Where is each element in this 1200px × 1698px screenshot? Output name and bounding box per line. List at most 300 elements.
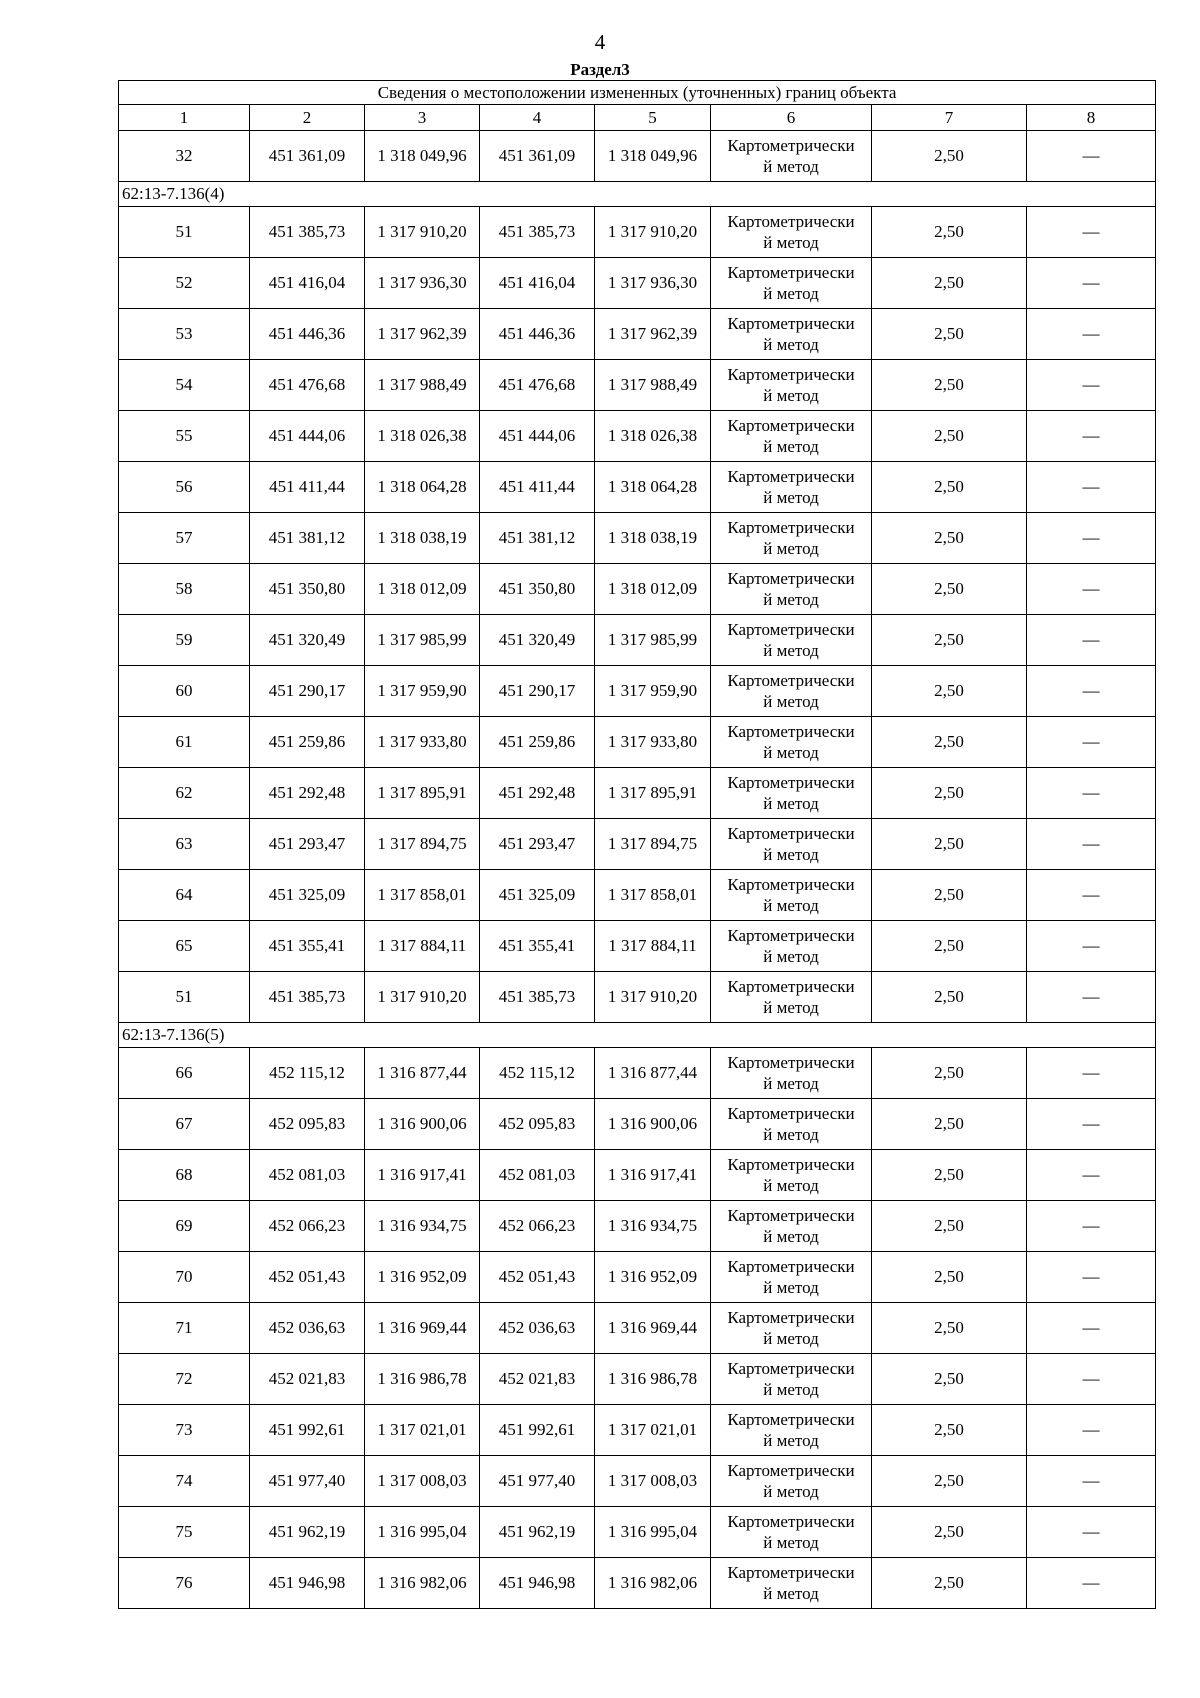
- point-number-cell: 60: [119, 666, 250, 717]
- method-text-line1: Картометрически: [727, 620, 855, 639]
- precision-cell: 2,50: [872, 921, 1027, 972]
- new-y-cell: 1 316 995,04: [595, 1507, 711, 1558]
- existing-x-cell: 451 476,68: [250, 360, 365, 411]
- table-row: [119, 666, 1156, 717]
- point-number-cell: 57: [119, 513, 250, 564]
- method-text-line2: й метод: [763, 1584, 819, 1603]
- method-cell: [711, 921, 872, 972]
- method-text-line2: й метод: [763, 1482, 819, 1501]
- new-y-cell: 1 316 969,44: [595, 1303, 711, 1354]
- new-x-cell: 451 320,49: [480, 615, 595, 666]
- new-y-cell: 1 317 936,30: [595, 258, 711, 309]
- description-cell: —: [1027, 1405, 1156, 1456]
- method-text-line2: й метод: [763, 794, 819, 813]
- method-text-line2: й метод: [763, 539, 819, 558]
- group-row: [119, 1023, 1156, 1048]
- method-text-line1: Картометрически: [727, 926, 855, 945]
- new-y-cell: 1 318 012,09: [595, 564, 711, 615]
- existing-x-cell: 451 411,44: [250, 462, 365, 513]
- method-text-line1: Картометрически: [727, 314, 855, 333]
- column-number: 8: [1027, 105, 1156, 131]
- precision-cell: 2,50: [872, 131, 1027, 182]
- existing-y-cell: 1 317 910,20: [365, 207, 480, 258]
- column-number: 3: [365, 105, 480, 131]
- table-row: [119, 1558, 1156, 1609]
- existing-x-cell: 451 290,17: [250, 666, 365, 717]
- point-number-cell: 75: [119, 1507, 250, 1558]
- new-x-cell: 451 962,19: [480, 1507, 595, 1558]
- new-y-cell: 1 317 988,49: [595, 360, 711, 411]
- table-row: [119, 1150, 1156, 1201]
- point-number-cell: 67: [119, 1099, 250, 1150]
- precision-cell: 2,50: [872, 1201, 1027, 1252]
- method-text-line1: Картометрически: [727, 467, 855, 486]
- existing-y-cell: 1 317 884,11: [365, 921, 480, 972]
- new-y-cell: 1 316 877,44: [595, 1048, 711, 1099]
- new-x-cell: 452 066,23: [480, 1201, 595, 1252]
- table-row: [119, 717, 1156, 768]
- existing-x-cell: 451 350,80: [250, 564, 365, 615]
- method-text-line2: й метод: [763, 284, 819, 303]
- precision-cell: 2,50: [872, 1150, 1027, 1201]
- new-x-cell: 451 411,44: [480, 462, 595, 513]
- point-number-cell: 71: [119, 1303, 250, 1354]
- existing-x-cell: 451 446,36: [250, 309, 365, 360]
- column-number: 6: [711, 105, 872, 131]
- method-text-line2: й метод: [763, 157, 819, 176]
- existing-y-cell: 1 317 936,30: [365, 258, 480, 309]
- group-row: [119, 182, 1156, 207]
- table-row: [119, 1099, 1156, 1150]
- method-text-line2: й метод: [763, 1329, 819, 1348]
- method-text-line1: Картометрически: [727, 1206, 855, 1225]
- point-number-cell: 69: [119, 1201, 250, 1252]
- precision-cell: 2,50: [872, 768, 1027, 819]
- precision-cell: 2,50: [872, 462, 1027, 513]
- existing-x-cell: 451 385,73: [250, 972, 365, 1023]
- method-text-line2: й метод: [763, 896, 819, 915]
- method-cell: [711, 666, 872, 717]
- column-number: 4: [480, 105, 595, 131]
- method-text-line2: й метод: [763, 743, 819, 762]
- description-cell: —: [1027, 360, 1156, 411]
- description-cell: —: [1027, 513, 1156, 564]
- method-cell: [711, 207, 872, 258]
- new-y-cell: 1 317 933,80: [595, 717, 711, 768]
- point-number-cell: 55: [119, 411, 250, 462]
- existing-x-cell: 452 021,83: [250, 1354, 365, 1405]
- point-number-cell: 56: [119, 462, 250, 513]
- existing-y-cell: 1 317 008,03: [365, 1456, 480, 1507]
- point-number-cell: 64: [119, 870, 250, 921]
- method-text-line1: Картометрически: [727, 416, 855, 435]
- method-text-line2: й метод: [763, 1533, 819, 1552]
- existing-x-cell: 451 325,09: [250, 870, 365, 921]
- existing-x-cell: 451 293,47: [250, 819, 365, 870]
- description-cell: —: [1027, 819, 1156, 870]
- table-row: [119, 513, 1156, 564]
- new-y-cell: 1 318 064,28: [595, 462, 711, 513]
- precision-cell: 2,50: [872, 1405, 1027, 1456]
- table-row: [119, 921, 1156, 972]
- precision-cell: 2,50: [872, 666, 1027, 717]
- existing-x-cell: 451 416,04: [250, 258, 365, 309]
- description-cell: —: [1027, 462, 1156, 513]
- method-text-line2: й метод: [763, 233, 819, 252]
- new-y-cell: 1 317 962,39: [595, 309, 711, 360]
- new-x-cell: 451 385,73: [480, 207, 595, 258]
- new-x-cell: 451 325,09: [480, 870, 595, 921]
- column-number: 2: [250, 105, 365, 131]
- point-number-cell: 58: [119, 564, 250, 615]
- new-y-cell: 1 318 049,96: [595, 131, 711, 182]
- point-number-cell: 32: [119, 131, 250, 182]
- existing-x-cell: 452 095,83: [250, 1099, 365, 1150]
- existing-y-cell: 1 316 995,04: [365, 1507, 480, 1558]
- existing-y-cell: 1 316 877,44: [365, 1048, 480, 1099]
- method-cell: [711, 1558, 872, 1609]
- point-number-cell: 73: [119, 1405, 250, 1456]
- method-text-line1: Картометрически: [727, 1257, 855, 1276]
- point-number-cell: 68: [119, 1150, 250, 1201]
- method-text-line1: Картометрически: [727, 824, 855, 843]
- point-number-cell: 54: [119, 360, 250, 411]
- description-cell: —: [1027, 921, 1156, 972]
- new-y-cell: 1 317 895,91: [595, 768, 711, 819]
- existing-x-cell: 451 946,98: [250, 1558, 365, 1609]
- table-caption: Сведения о местоположении измененных (уточненных) границ объекта: [119, 81, 1156, 105]
- new-x-cell: 451 355,41: [480, 921, 595, 972]
- existing-x-cell: 452 081,03: [250, 1150, 365, 1201]
- method-cell: [711, 1099, 872, 1150]
- new-x-cell: 451 977,40: [480, 1456, 595, 1507]
- table-row: [119, 1048, 1156, 1099]
- new-y-cell: 1 317 021,01: [595, 1405, 711, 1456]
- new-y-cell: 1 317 910,20: [595, 972, 711, 1023]
- method-text-line2: й метод: [763, 488, 819, 507]
- table-row: [119, 411, 1156, 462]
- description-cell: —: [1027, 1252, 1156, 1303]
- point-number-cell: 72: [119, 1354, 250, 1405]
- new-y-cell: 1 316 934,75: [595, 1201, 711, 1252]
- new-y-cell: 1 316 900,06: [595, 1099, 711, 1150]
- description-cell: —: [1027, 1456, 1156, 1507]
- precision-cell: 2,50: [872, 1456, 1027, 1507]
- method-text-line2: й метод: [763, 590, 819, 609]
- point-number-cell: 53: [119, 309, 250, 360]
- new-x-cell: 452 095,83: [480, 1099, 595, 1150]
- method-text-line1: Картометрически: [727, 365, 855, 384]
- new-x-cell: 451 293,47: [480, 819, 595, 870]
- method-text-line2: й метод: [763, 1176, 819, 1195]
- point-number-cell: 70: [119, 1252, 250, 1303]
- precision-cell: 2,50: [872, 411, 1027, 462]
- description-cell: —: [1027, 870, 1156, 921]
- precision-cell: 2,50: [872, 513, 1027, 564]
- method-text-line1: Картометрически: [727, 1155, 855, 1174]
- existing-y-cell: 1 318 049,96: [365, 131, 480, 182]
- method-text-line1: Картометрически: [727, 1461, 855, 1480]
- existing-x-cell: 452 115,12: [250, 1048, 365, 1099]
- method-text-line1: Картометрически: [727, 671, 855, 690]
- existing-y-cell: 1 316 900,06: [365, 1099, 480, 1150]
- method-cell: [711, 131, 872, 182]
- precision-cell: 2,50: [872, 1507, 1027, 1558]
- group-label: 62:13-7.136(4): [119, 182, 1156, 207]
- existing-x-cell: 451 320,49: [250, 615, 365, 666]
- existing-x-cell: 451 992,61: [250, 1405, 365, 1456]
- existing-y-cell: 1 317 858,01: [365, 870, 480, 921]
- table-row: [119, 819, 1156, 870]
- description-cell: —: [1027, 1354, 1156, 1405]
- existing-y-cell: 1 316 986,78: [365, 1354, 480, 1405]
- column-number: 7: [872, 105, 1027, 131]
- precision-cell: 2,50: [872, 360, 1027, 411]
- precision-cell: 2,50: [872, 1354, 1027, 1405]
- table-row: [119, 1456, 1156, 1507]
- existing-y-cell: 1 317 894,75: [365, 819, 480, 870]
- table-row: [119, 615, 1156, 666]
- new-x-cell: 451 350,80: [480, 564, 595, 615]
- method-text-line1: Картометрически: [727, 518, 855, 537]
- precision-cell: 2,50: [872, 207, 1027, 258]
- method-text-line1: Картометрически: [727, 569, 855, 588]
- method-cell: [711, 1405, 872, 1456]
- method-cell: [711, 1507, 872, 1558]
- existing-y-cell: 1 317 985,99: [365, 615, 480, 666]
- column-number: 5: [595, 105, 711, 131]
- table-row: [119, 1405, 1156, 1456]
- existing-y-cell: 1 317 988,49: [365, 360, 480, 411]
- existing-x-cell: 452 051,43: [250, 1252, 365, 1303]
- method-cell: [711, 1303, 872, 1354]
- existing-y-cell: 1 318 026,38: [365, 411, 480, 462]
- table-row: [119, 131, 1156, 182]
- precision-cell: 2,50: [872, 1558, 1027, 1609]
- method-text-line1: Картометрически: [727, 722, 855, 741]
- method-cell: [711, 1201, 872, 1252]
- point-number-cell: 62: [119, 768, 250, 819]
- table-row: [119, 1201, 1156, 1252]
- method-text-line2: й метод: [763, 386, 819, 405]
- new-x-cell: 452 081,03: [480, 1150, 595, 1201]
- method-cell: [711, 717, 872, 768]
- method-cell: [711, 972, 872, 1023]
- method-text-line2: й метод: [763, 1227, 819, 1246]
- new-y-cell: 1 317 985,99: [595, 615, 711, 666]
- point-number-cell: 61: [119, 717, 250, 768]
- method-cell: [711, 564, 872, 615]
- precision-cell: 2,50: [872, 819, 1027, 870]
- precision-cell: 2,50: [872, 258, 1027, 309]
- existing-y-cell: 1 318 012,09: [365, 564, 480, 615]
- table-row: [119, 1354, 1156, 1405]
- method-cell: [711, 1354, 872, 1405]
- new-y-cell: 1 317 008,03: [595, 1456, 711, 1507]
- existing-x-cell: 451 259,86: [250, 717, 365, 768]
- method-cell: [711, 411, 872, 462]
- method-text-line1: Картометрически: [727, 263, 855, 282]
- existing-y-cell: 1 316 982,06: [365, 1558, 480, 1609]
- new-y-cell: 1 317 884,11: [595, 921, 711, 972]
- method-text-line2: й метод: [763, 1380, 819, 1399]
- description-cell: —: [1027, 1099, 1156, 1150]
- method-cell: [711, 360, 872, 411]
- existing-x-cell: 451 381,12: [250, 513, 365, 564]
- existing-y-cell: 1 317 910,20: [365, 972, 480, 1023]
- method-cell: [711, 1456, 872, 1507]
- method-cell: [711, 309, 872, 360]
- table-row: [119, 360, 1156, 411]
- point-number-cell: 59: [119, 615, 250, 666]
- table-row: [119, 870, 1156, 921]
- precision-cell: 2,50: [872, 972, 1027, 1023]
- existing-y-cell: 1 317 933,80: [365, 717, 480, 768]
- description-cell: —: [1027, 258, 1156, 309]
- existing-y-cell: 1 316 934,75: [365, 1201, 480, 1252]
- method-cell: [711, 258, 872, 309]
- table-row: [119, 258, 1156, 309]
- point-number-cell: 52: [119, 258, 250, 309]
- method-text-line1: Картометрически: [727, 1104, 855, 1123]
- table-row: [119, 207, 1156, 258]
- existing-x-cell: 451 444,06: [250, 411, 365, 462]
- description-cell: —: [1027, 1201, 1156, 1252]
- method-text-line1: Картометрически: [727, 1359, 855, 1378]
- existing-y-cell: 1 317 895,91: [365, 768, 480, 819]
- precision-cell: 2,50: [872, 1048, 1027, 1099]
- description-cell: —: [1027, 1507, 1156, 1558]
- new-x-cell: 451 946,98: [480, 1558, 595, 1609]
- existing-x-cell: 451 385,73: [250, 207, 365, 258]
- new-y-cell: 1 317 894,75: [595, 819, 711, 870]
- group-label: 62:13-7.136(5): [119, 1023, 1156, 1048]
- existing-y-cell: 1 318 064,28: [365, 462, 480, 513]
- method-cell: [711, 1252, 872, 1303]
- section-title: Раздел3: [570, 60, 630, 79]
- new-x-cell: 451 361,09: [480, 131, 595, 182]
- description-cell: —: [1027, 1303, 1156, 1354]
- column-number: 1: [119, 105, 250, 131]
- existing-y-cell: 1 316 952,09: [365, 1252, 480, 1303]
- precision-cell: 2,50: [872, 1099, 1027, 1150]
- point-number-cell: 63: [119, 819, 250, 870]
- existing-y-cell: 1 318 038,19: [365, 513, 480, 564]
- method-text-line1: Картометрически: [727, 212, 855, 231]
- new-y-cell: 1 316 917,41: [595, 1150, 711, 1201]
- new-x-cell: 451 385,73: [480, 972, 595, 1023]
- method-text-line1: Картометрически: [727, 136, 855, 155]
- new-x-cell: 452 021,83: [480, 1354, 595, 1405]
- boundary-coordinates-table: [118, 80, 1156, 1609]
- new-y-cell: 1 317 959,90: [595, 666, 711, 717]
- method-text-line2: й метод: [763, 1278, 819, 1297]
- method-cell: [711, 462, 872, 513]
- method-text-line2: й метод: [763, 1125, 819, 1144]
- new-x-cell: 452 051,43: [480, 1252, 595, 1303]
- new-y-cell: 1 316 982,06: [595, 1558, 711, 1609]
- method-cell: [711, 819, 872, 870]
- description-cell: —: [1027, 972, 1156, 1023]
- method-cell: [711, 615, 872, 666]
- precision-cell: 2,50: [872, 564, 1027, 615]
- method-text-line2: й метод: [763, 692, 819, 711]
- method-text-line2: й метод: [763, 1431, 819, 1450]
- existing-y-cell: 1 317 962,39: [365, 309, 480, 360]
- method-text-line2: й метод: [763, 845, 819, 864]
- point-number-cell: 51: [119, 972, 250, 1023]
- table-body: [119, 131, 1156, 1609]
- method-text-line1: Картометрически: [727, 1053, 855, 1072]
- existing-y-cell: 1 317 021,01: [365, 1405, 480, 1456]
- new-x-cell: 452 115,12: [480, 1048, 595, 1099]
- existing-x-cell: 451 361,09: [250, 131, 365, 182]
- precision-cell: 2,50: [872, 1303, 1027, 1354]
- new-x-cell: 451 292,48: [480, 768, 595, 819]
- description-cell: —: [1027, 207, 1156, 258]
- method-text-line2: й метод: [763, 1074, 819, 1093]
- method-cell: [711, 870, 872, 921]
- new-x-cell: 451 381,12: [480, 513, 595, 564]
- new-x-cell: 451 259,86: [480, 717, 595, 768]
- table-row: [119, 1507, 1156, 1558]
- method-text-line1: Картометрически: [727, 773, 855, 792]
- point-number-cell: 76: [119, 1558, 250, 1609]
- new-x-cell: 451 446,36: [480, 309, 595, 360]
- method-text-line2: й метод: [763, 641, 819, 660]
- table-row: [119, 1252, 1156, 1303]
- existing-y-cell: 1 316 969,44: [365, 1303, 480, 1354]
- precision-cell: 2,50: [872, 615, 1027, 666]
- existing-x-cell: 452 066,23: [250, 1201, 365, 1252]
- description-cell: —: [1027, 1558, 1156, 1609]
- method-text-line2: й метод: [763, 335, 819, 354]
- method-text-line1: Картометрически: [727, 875, 855, 894]
- new-y-cell: 1 318 038,19: [595, 513, 711, 564]
- description-cell: —: [1027, 666, 1156, 717]
- description-cell: —: [1027, 1150, 1156, 1201]
- method-cell: [711, 768, 872, 819]
- point-number-cell: 66: [119, 1048, 250, 1099]
- description-cell: —: [1027, 1048, 1156, 1099]
- description-cell: —: [1027, 564, 1156, 615]
- page-number: 4: [594, 30, 606, 54]
- existing-y-cell: 1 316 917,41: [365, 1150, 480, 1201]
- column-number-row: [119, 105, 1156, 131]
- table-row: [119, 1303, 1156, 1354]
- new-x-cell: 451 992,61: [480, 1405, 595, 1456]
- method-cell: [711, 1048, 872, 1099]
- method-text-line2: й метод: [763, 947, 819, 966]
- existing-x-cell: 452 036,63: [250, 1303, 365, 1354]
- new-x-cell: 452 036,63: [480, 1303, 595, 1354]
- new-x-cell: 451 444,06: [480, 411, 595, 462]
- new-y-cell: 1 317 910,20: [595, 207, 711, 258]
- method-text-line1: Картометрически: [727, 977, 855, 996]
- point-number-cell: 65: [119, 921, 250, 972]
- point-number-cell: 74: [119, 1456, 250, 1507]
- precision-cell: 2,50: [872, 1252, 1027, 1303]
- point-number-cell: 51: [119, 207, 250, 258]
- table-row: [119, 972, 1156, 1023]
- method-text-line1: Картометрически: [727, 1512, 855, 1531]
- description-cell: —: [1027, 131, 1156, 182]
- method-text-line1: Картометрически: [727, 1308, 855, 1327]
- existing-x-cell: 451 292,48: [250, 768, 365, 819]
- method-text-line2: й метод: [763, 998, 819, 1017]
- new-y-cell: 1 316 986,78: [595, 1354, 711, 1405]
- new-y-cell: 1 318 026,38: [595, 411, 711, 462]
